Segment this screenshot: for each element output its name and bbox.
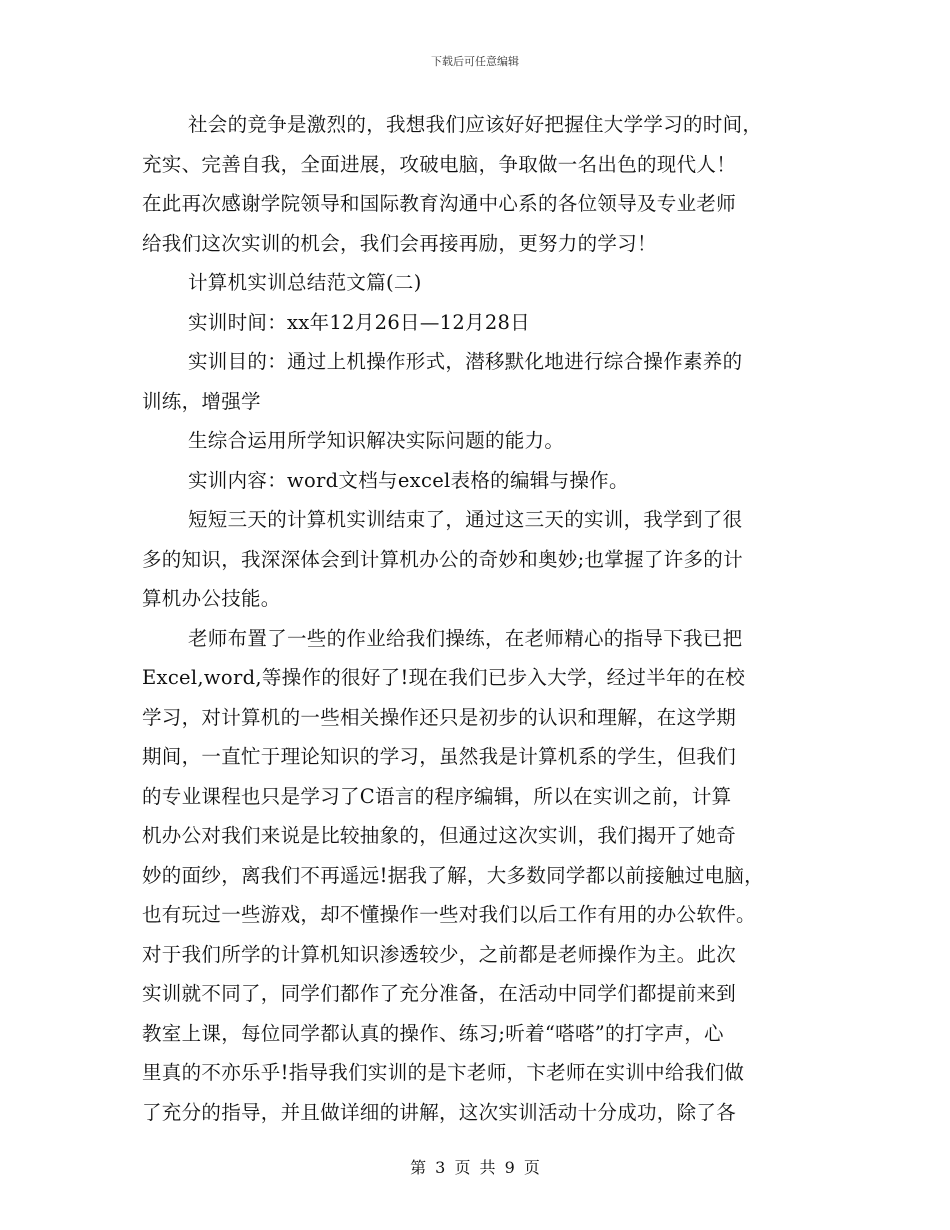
text-line: 给我们这次实训的机会，我们会再接再励，更努力的学习！ bbox=[142, 231, 657, 255]
page-number: 第 3 页 共 9 页 bbox=[410, 1158, 540, 1177]
text-line: 在此再次感谢学院领导和国际教育沟通中心系的各位领导及专业老师 bbox=[142, 192, 737, 215]
text-line: 实训内容：word文档与excel表格的编辑与操作。 bbox=[188, 468, 629, 492]
text-line: 机办公对我们来说是比较抽象的，但通过这次实训，我们揭开了她奇 bbox=[142, 824, 737, 847]
text-line: 多的知识，我深深体会到计算机办公的奇妙和奥妙;也掌握了许多的计 bbox=[142, 547, 743, 571]
document-body bbox=[142, 105, 818, 1132]
section-heading: 计算机实训总结范文篇(二) bbox=[188, 271, 422, 294]
text-line: 也有玩过一些游戏，却不懂操作一些对我们以后工作有用的办公软件。 bbox=[142, 903, 756, 926]
text-line: 实训就不同了，同学们都作了充分准备，在活动中同学们都提前来到 bbox=[142, 982, 737, 1005]
text-line: 充实、完善自我，全面进展，攻破电脑，争取做一名出色的现代人！ bbox=[142, 152, 737, 176]
text-line: 短短三天的计算机实训结束了，通过这三天的实训，我学到了很 bbox=[188, 508, 743, 531]
text-line: 算机办公技能。 bbox=[142, 587, 281, 610]
text-line: Excel,word,等操作的很好了!现在我们已步入大学，经过半年的在校 bbox=[142, 666, 746, 689]
text-line: 训练，增强学 bbox=[142, 389, 261, 413]
text-line: 学习，对计算机的一些相关操作还只是初步的认识和理解，在这学期 bbox=[142, 705, 737, 729]
text-line: 里真的不亦乐乎!指导我们实训的是卞老师，卞老师在实训中给我们做 bbox=[142, 1061, 745, 1084]
text-line: 妙的面纱，离我们不再遥远!据我了解，大多数同学都以前接触过电脑， bbox=[142, 863, 764, 887]
text-line: 社会的竞争是激烈的，我想我们应该好好把握住大学学习的时间， bbox=[188, 113, 763, 136]
text-line: 期间，一直忙于理论知识的学习，虽然我是计算机系的学生，但我们 bbox=[142, 745, 737, 768]
text-line: 对于我们所学的计算机知识渗透较少，之前都是老师操作为主。此次 bbox=[142, 942, 737, 966]
text-line: 的专业课程也只是学习了C语言的程序编辑，所以在实训之前，计算 bbox=[142, 784, 732, 808]
text-line: 教室上课，每位同学都认真的操作、练习;听着“嗒嗒”的打字声，心 bbox=[142, 1021, 724, 1045]
text-line: 实训目的：通过上机操作形式，潜移默化地进行综合操作素养的 bbox=[188, 350, 743, 373]
text-line: 了充分的指导，并且做详细的讲解，这次实训活动十分成功，除了各 bbox=[142, 1100, 737, 1124]
text-line: 生综合运用所学知识解决实际问题的能力。 bbox=[188, 429, 565, 452]
text-line: 老师布置了一些的作业给我们操练，在老师精心的指导下我已把 bbox=[188, 626, 743, 650]
text-line: 实训时间：xx年12月26日—12月28日 bbox=[188, 310, 531, 334]
page-header-note: 下载后可任意编辑 bbox=[431, 55, 519, 68]
